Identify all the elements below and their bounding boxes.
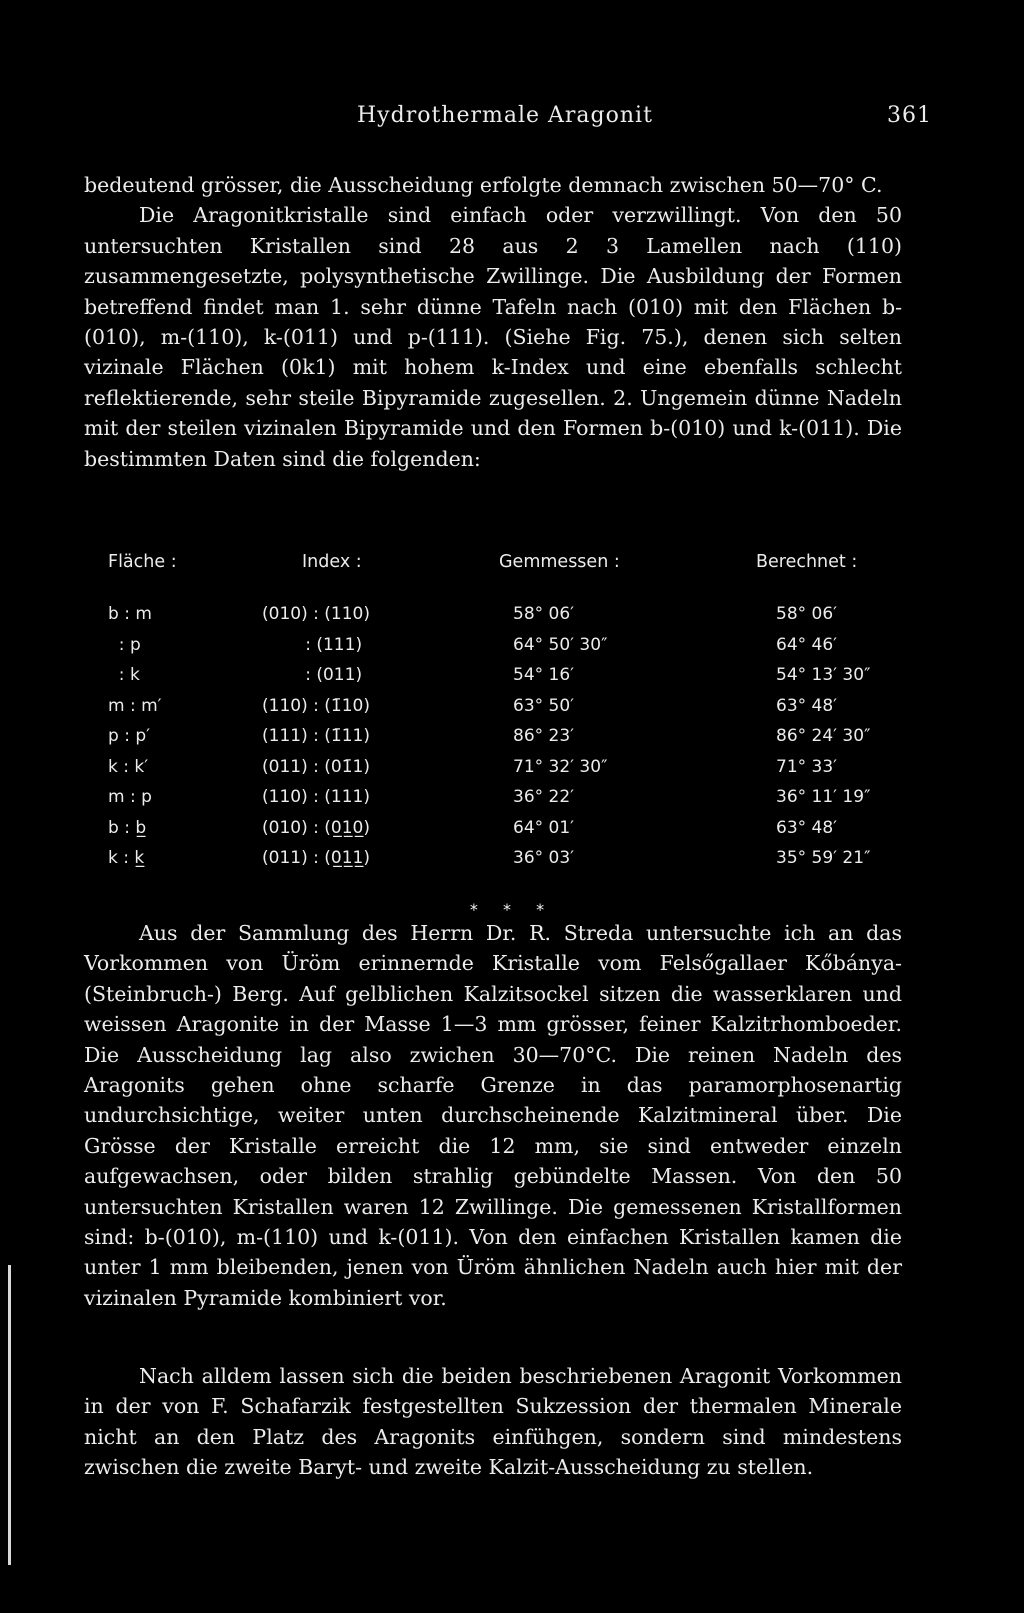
table-header-index: Index :	[302, 552, 362, 572]
table-cell-index: (110) : (111)	[262, 787, 370, 807]
table-cell-berechnet: 54° 13′ 30″	[776, 665, 871, 685]
table-cell-flaeche: : p	[108, 634, 141, 655]
table-cell-berechnet: 71° 33′	[776, 756, 838, 777]
table-cell-gemmessen: 54° 16′	[513, 665, 575, 685]
table-cell-flaeche: k : k̲	[108, 848, 145, 868]
table-cell-gemmessen: 64° 50′ 30″	[513, 634, 608, 655]
table-row	[0, 726, 1024, 757]
table-row	[0, 696, 1024, 727]
table-header-gemmessen: Gemmessen :	[499, 552, 620, 572]
running-head-title: Hydrothermale Aragonit	[357, 103, 653, 128]
table-cell-index: : (111)	[262, 634, 363, 655]
table-cell-flaeche: b : m	[108, 604, 152, 624]
table-header-row	[0, 552, 1024, 604]
paragraph: Aus der Sammlung des Herrn Dr. R. Streda untersuchte ich an das Vorkommen von Üröm erinnernde Kristalle vom Felsőgallaer Kőbánya-(Steinbruch-) Berg. Auf gelblichen Kalzitsockel sitzen die wasserklaren und weissen Aragonite in der Masse 1—3 mm grösser, feiner Kalzitrhomboeder. Die Ausscheidung lag also zwichen 30—70°C. Die reinen Nadeln des Aragonits gehen ohne scharfe Grenze in das paramorphosenartig undurchsichtige, weiter unten durchscheinende Kalzitmineral über. Die Grösse der Kristalle erreicht die 12 mm, sie sind entweder einzeln aufgewachsen, oder bilden strahlig gebündelte Massen. Von den 50 untersuchten Kristallen waren 12 Zwillinge. Die gemessenen Kristallformen sind: b-(010), m-(110) und k-(011). Von den einfachen Kristallen kamen die unter 1 mm bleibenden, jenen von Üröm ähnlichen Nadeln auch hier mit der vizinalen Pyramide kombiniert vor.	[84, 921, 902, 1310]
table-header-flaeche: Fläche :	[108, 552, 177, 572]
table-cell-gemmessen: 86° 23′	[513, 726, 575, 746]
table-cell-gemmessen: 36° 03′	[513, 848, 575, 868]
running-head	[0, 103, 1024, 133]
table-cell-gemmessen: 64° 01′	[513, 817, 575, 838]
table-cell-gemmessen: 58° 06′	[513, 604, 575, 624]
table-header-berechnet: Berechnet :	[756, 552, 858, 572]
table-cell-berechnet: 35° 59′ 21″	[776, 848, 871, 868]
table-cell-index: (011) : (01̄1)	[262, 756, 370, 777]
table-cell-flaeche: m : m′	[108, 695, 162, 716]
section-separator: * * *	[469, 900, 555, 919]
table-cell-index: (010) : (0̲1̲0̲)	[262, 817, 370, 838]
table-cell-flaeche: m : p	[108, 787, 152, 807]
table-row	[0, 818, 1024, 849]
table-cell-berechnet: 36° 11′ 19″	[776, 787, 871, 807]
table-body	[0, 604, 1024, 879]
table-row	[0, 848, 1024, 879]
paragraph: Nach alldem lassen sich die beiden beschriebenen Aragonit Vorkommen in der von F. Schafarzik festgestellten Sukzession der thermalen Minerale nicht an den Platz des Aragonits einfühgen, sondern sind mindestens zwischen die zweite Baryt- und zweite Kalzit-Ausscheidung zu stellen.	[84, 1364, 902, 1480]
text-block-intro	[84, 170, 902, 474]
table-row	[0, 787, 1024, 818]
table-cell-index: (010) : (110)	[262, 604, 370, 624]
margin-rule	[8, 1265, 11, 1565]
paragraph: bedeutend grösser, die Ausscheidung erfolgte demnach zwischen 50—70° C.	[84, 173, 883, 197]
page-number: 361	[887, 103, 932, 128]
text-block-conclusion	[84, 1361, 902, 1483]
table-cell-berechnet: 58° 06′	[776, 604, 838, 624]
table-cell-index: : (011)	[262, 665, 363, 685]
table-cell-flaeche: k : k′	[108, 756, 149, 777]
table-cell-gemmessen: 36° 22′	[513, 787, 575, 807]
table-row	[0, 604, 1024, 635]
text-block-streda	[84, 918, 902, 1313]
table-cell-flaeche: b : b̲	[108, 817, 147, 838]
table-cell-index: (011) : (0̲1̲1̲)	[262, 848, 370, 868]
table-row	[0, 665, 1024, 696]
table-cell-gemmessen: 71° 32′ 30″	[513, 756, 608, 777]
table-cell-flaeche: p : p′	[108, 726, 150, 746]
table-cell-flaeche: : k	[108, 665, 140, 685]
table-row	[0, 757, 1024, 788]
angle-table	[0, 552, 1024, 879]
table-cell-berechnet: 63° 48′	[776, 817, 838, 838]
table-cell-gemmessen: 63° 50′	[513, 695, 575, 716]
table-cell-berechnet: 86° 24′ 30″	[776, 726, 871, 746]
table-row	[0, 635, 1024, 666]
table-cell-index: (111) : (1̄11)	[262, 726, 370, 746]
table-cell-berechnet: 63° 48′	[776, 695, 838, 716]
table-cell-index: (110) : (1̄10)	[262, 695, 370, 716]
paragraph: Die Aragonitkristalle sind einfach oder verzwillingt. Von den 50 untersuchten Kristallen sind 28 aus 2 3 Lamellen nach (110) zusammengesetzte, polysynthetische Zwillinge. Die Ausbildung der Formen betreffend findet man 1. sehr dünne Tafeln nach (010) mit den Flächen b-(010), m-(110), k-(011) und p-(111). (Siehe Fig. 75.), denen sich selten vizinale Flächen (0k1) mit hohem k-Index und eine ebenfalls schlecht reflektierende, sehr steile Bipyramide zugesellen. 2. Ungemein dünne Nadeln mit der steilen vizinalen Bipyramide und den Formen b-(010) und k-(011). Die bestimmten Daten sind die folgenden:	[84, 203, 902, 471]
table-cell-berechnet: 64° 46′	[776, 634, 838, 655]
